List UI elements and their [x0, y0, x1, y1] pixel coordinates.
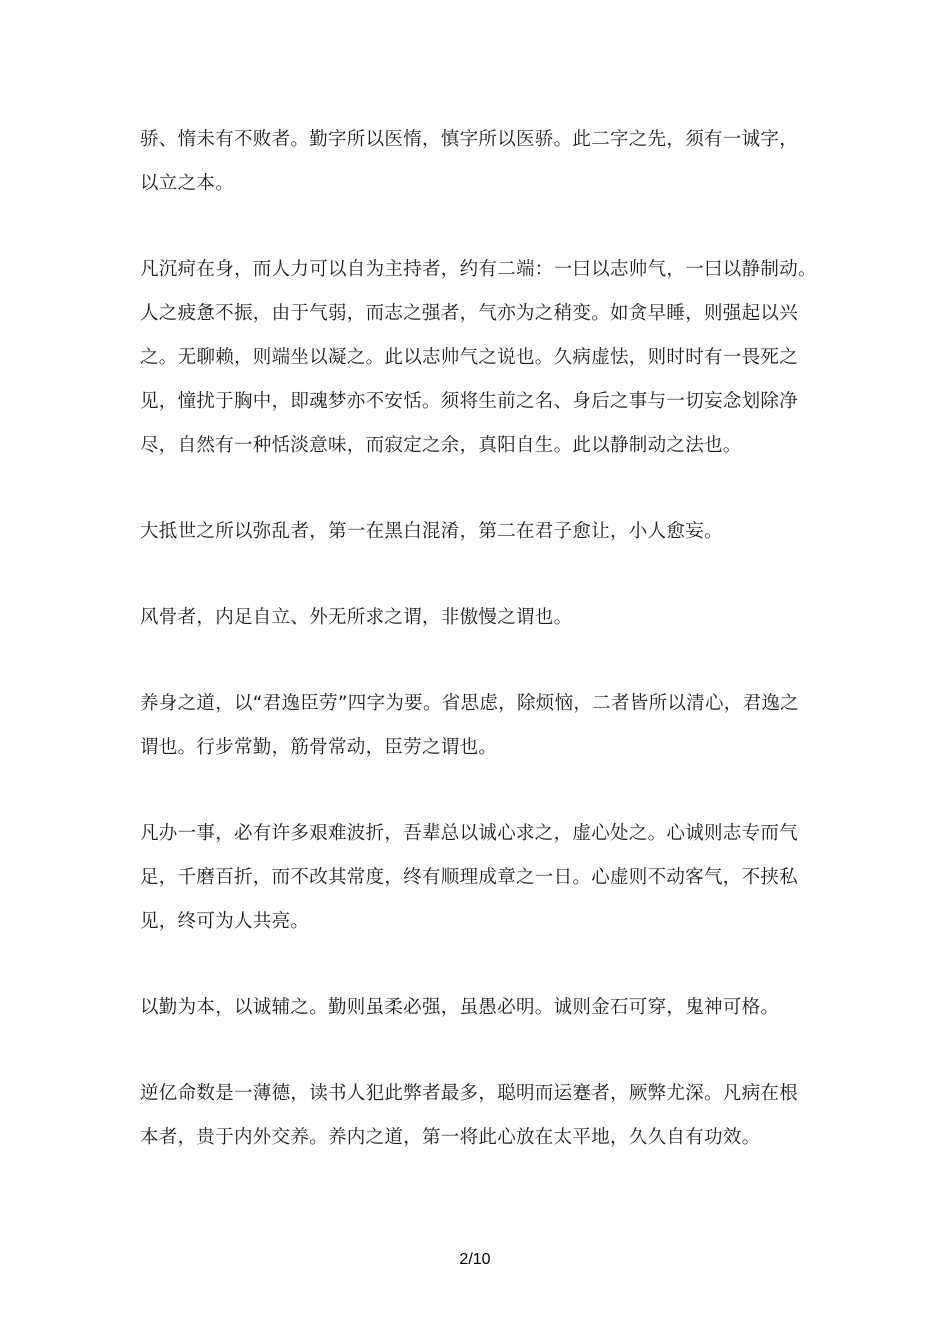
text-line: 谓也。行步常勤，筋骨常动，臣劳之谓也。 [140, 737, 498, 758]
paragraph-5 [140, 682, 832, 770]
paragraph-6 [140, 812, 832, 944]
text-line: 足，千磨百折，而不改其常度，终有顺理成章之一日。心虚则不动客气，不挟私 [140, 867, 799, 888]
text-line: 养身之道，以“君逸臣劳”四字为要。省思虑，除烦恼，二者皆所以清心，君逸之 [140, 693, 799, 714]
text-line: 大抵世之所以弥乱者，第一在黑白混淆，第二在君子愈让，小人愈妄。 [140, 521, 723, 542]
text-line: 以立之本。 [140, 173, 235, 194]
text-line: 见，憧扰于胸中，即魂梦亦不安恬。须将生前之名、身后之事与一切妄念划除净 [140, 391, 799, 412]
text-line: 凡沉疴在身，而人力可以自为主持者，约有二端：一曰以志帅气，一曰以静制动。 [140, 259, 817, 280]
paragraph-7 [140, 986, 832, 1030]
paragraph-2 [140, 248, 832, 468]
text-line: 逆亿命数是一薄德，读书人犯此弊者最多，聪明而运蹇者，厥弊尤深。凡病在根 [140, 1083, 799, 1104]
paragraph-1 [140, 118, 832, 206]
text-line: 骄、惰未有不败者。勤字所以医惰，慎字所以医骄。此二字之先，须有一诚字， [140, 129, 799, 150]
text-line: 以勤为本，以诚辅之。勤则虽柔必强，虽愚必明。诚则金石可穿，鬼神可格。 [140, 997, 780, 1018]
text-line: 之。无聊赖，则端坐以凝之。此以志帅气之说也。久病虚怯，则时时有一畏死之 [140, 347, 799, 368]
text-line: 尽，自然有一种恬淡意味，而寂定之余，真阳自生。此以静制动之法也。 [140, 435, 742, 456]
paragraph-8 [140, 1072, 832, 1160]
text-line: 人之疲惫不振，由于气弱，而志之强者，气亦为之稍变。如贪早睡，则强起以兴 [140, 303, 799, 324]
text-line: 凡办一事，必有许多艰难波折，吾辈总以诚心求之，虚心处之。心诚则志专而气 [140, 823, 799, 844]
paragraph-3 [140, 510, 832, 554]
text-line: 见，终可为人共亮。 [140, 911, 310, 932]
document-body [140, 118, 832, 1202]
text-line: 风骨者，内足自立、外无所求之谓，非傲慢之谓也。 [140, 607, 573, 628]
paragraph-4 [140, 596, 832, 640]
text-line: 本者，贵于内外交养。养内之道，第一将此心放在太平地，久久自有功效。 [140, 1127, 761, 1148]
page-number: 2/10 [459, 1251, 491, 1268]
